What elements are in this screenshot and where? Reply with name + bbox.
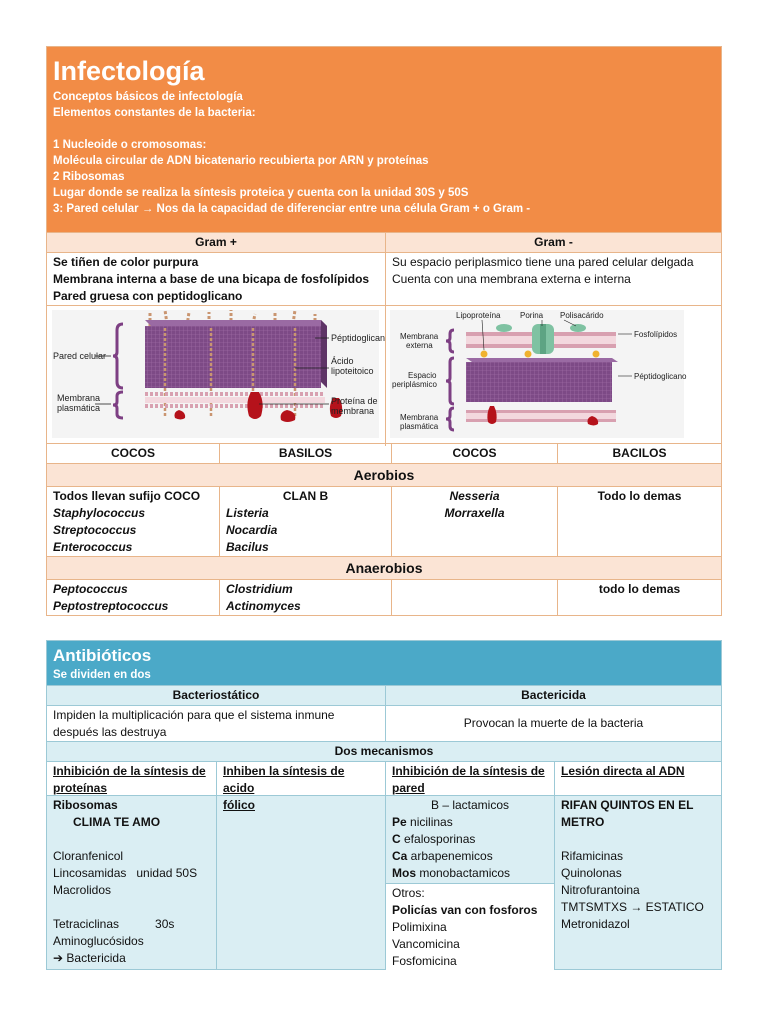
aerobios-row [47,486,721,556]
header-line: 2 Ribosomas [53,171,125,183]
aerobios-item: Nocardia [226,523,278,537]
label-polisacarido: Polisacárido [560,311,604,320]
label-de-membrana: membrana [331,406,375,416]
clima-te-amo: CLIMA TE AMO [73,815,161,829]
aerobios-item: Todos llevan sufijo COCO [53,489,201,503]
bacteriostatico-header: Bacteriostático [172,688,260,702]
mech-header-pared [385,762,554,795]
anaerobios-item: Peptococcus [53,582,128,596]
mechanism-content-row [47,795,721,969]
anaerobios-item: Clostridium [226,582,293,596]
label-externa: externa [406,341,433,350]
aerobios-title: Aerobios [353,467,415,483]
anaerobios-item: Peptostreptococcus [53,599,169,613]
antibioticos-subtitle: Se dividen en dos [53,669,151,681]
drug-item [53,865,210,882]
otros-item: Polimixina [392,920,447,934]
morph-basilos-pos: BASILOS [219,444,391,463]
label-porina: Porina [520,311,544,320]
adn-item: TMTSMTXS → ESTATICO [561,900,704,914]
label-membrana-pl: Membrana [400,413,439,422]
otros-item: Fosfomicina [392,954,457,968]
drug-item: Aminoglucósidos [53,934,144,948]
beta-rest: nicilinas [406,815,453,829]
beta-item [392,814,548,831]
adn-item: Nitrofurantoina [561,883,640,897]
col-adn [554,796,721,969]
antibio-type-row [47,705,721,741]
beta-item [392,848,548,865]
header-line: Molécula circular de ADN bicatenario recubierta por ARN y proteínas [53,155,429,167]
gram-header-row [47,232,721,252]
mech-header-line: pared [392,781,425,795]
label-fosfolipidos: Fosfolípidos [634,330,678,339]
label-plasmatica: plasmática [57,403,101,413]
anaerobios-cocos-neg [391,580,557,615]
beta-item [392,865,548,882]
betalactamicos-title: B – lactamicos [430,798,510,812]
gram-negative-line: Su espacio periplasmico tiene una pared celular delgada [392,255,694,269]
anaerobios-title: Anaerobios [345,560,423,576]
otros-title: Otros: [392,886,425,900]
bacteriostatico-line: después las destruya [53,725,167,739]
header-line: 1 Nucleoide o cromosomas: [53,139,207,151]
mech-header-line: Lesión directa al ADN [561,764,685,778]
gram-positive-description [47,253,385,305]
gram-positive-line: Membrana interna a base de una bicapa de fosfolípidos [53,272,370,286]
mech-header-proteinas [47,762,216,795]
aerobios-item: Morraxella [444,506,505,520]
infectologia-card [46,46,722,616]
drug-item [53,916,210,933]
gram-positive-diagram [47,306,385,446]
antibioticos-card [46,640,722,970]
drug-lincosamidas: Lincosamidas [53,866,127,880]
aerobios-item: CLAN B [282,489,329,503]
morph-cocos-neg: COCOS [391,444,557,463]
drug-tetraciclinas: Tetraciclinas [53,917,120,931]
gram-negative-diagram [385,306,721,446]
gram-negative-wall-illustration [386,306,722,443]
aerobios-cocos-neg [391,487,557,556]
rifan-line: RIFAN QUINTOS EN EL [561,798,694,812]
adn-item: Quinolonas [561,866,622,880]
label-plasmatica-neg: plasmática [400,422,439,431]
aerobios-item: Todo lo demas [597,489,682,503]
gram-negative-header: Gram - [385,233,721,252]
mech-header-line: Inhibición de la síntesis de [392,764,545,778]
aerobios-cocos-pos [47,487,219,556]
antibioticos-title: Antibióticos [53,646,152,665]
betalactamicos-block [386,796,554,884]
antibioticos-header [47,641,721,685]
header-line: Elementos constantes de la bacteria: [53,107,256,119]
label-membrana: Membrana [57,393,101,403]
mech-header-line: proteínas [53,781,108,795]
mech-header-adn [554,762,721,795]
bactericida-description: Provocan la muerte de la bacteria [385,706,721,741]
label-proteina: Proteína de [331,396,378,406]
label-acido: Ácido [331,356,354,366]
mech-header-line: Inhiben la síntesis de acido [223,764,345,795]
aerobios-item: Staphylococcus [53,506,146,520]
mech-header-line: fólico [223,798,255,812]
dos-mecanismos-row [47,741,721,761]
beta-rest: arbapenemicos [407,849,493,863]
label-pared-celular: Pared celular [53,351,107,361]
infectologia-header [47,47,721,232]
col-acido-folico [216,796,385,969]
gram-positive-wall-illustration [47,306,385,443]
beta-item [392,831,548,848]
anaerobios-cocos-pos [47,580,219,615]
beta-rest: monobactamicos [416,866,511,880]
aerobios-item: Bacilus [226,540,269,554]
label-lipoteitoico: lipoteitoico [331,366,374,376]
otros-block [386,884,554,971]
header-line: Lugar donde se realiza la síntesis proteica y cuenta con la unidad 30S y 50S [53,187,469,199]
beta-prefix: Mos [392,866,416,880]
morph-cocos-pos: COCOS [110,446,155,460]
beta-prefix: C [392,832,401,846]
policias: Policías van con fosforos [392,903,538,917]
infectologia-title: Infectología [53,56,205,86]
aerobios-title-row [47,463,721,486]
gram-positive-header: Gram + [195,235,237,249]
anaerobios-title-row [47,556,721,579]
header-line: Conceptos básicos de infectología [53,91,243,103]
anaerobios-bacilos-neg [557,580,721,615]
adn-item: Metronidazol [561,917,630,931]
anaerobios-row [47,579,721,615]
antibio-type-header-row [47,685,721,705]
morph-bacilos-neg: BACILOS [557,444,721,463]
label-periplasmico: periplásmico [392,380,437,389]
dos-mecanismos: Dos mecanismos [334,744,434,758]
ribosomas: Ribosomas [53,798,118,812]
anaerobios-bacilos-pos [219,580,391,615]
gram-description-row [47,252,721,305]
mech-header-acido-folico [216,762,385,812]
gram-negative-line: Cuenta con una membrana externa e interna [392,272,631,286]
label-peptidoglicano: Péptidoglicano [331,333,385,343]
bactericida-header: Bactericida [385,686,721,705]
unit-50s: unidad 50S [136,866,198,880]
label-espacio: Espacio [408,371,437,380]
drug-item: Macrolidos [53,883,112,897]
adn-item: Rifamicinas [561,849,624,863]
label-peptidoglicano-neg: Péptidoglicano [634,372,687,381]
rifan-line: METRO [561,815,605,829]
aerobios-item: Enterococcus [53,540,133,554]
bacteriostatico-description [47,706,385,741]
gram-diagram-row [47,305,721,443]
gram-positive-line: Pared gruesa con peptidoglicano [53,289,243,303]
header-line: 3: Pared celular → Nos da la capacidad de diferenciar entre una célula Gram + o Gram - [53,203,531,215]
gram-negative-description [385,253,721,305]
anaerobios-item: todo lo demas [598,582,681,596]
gram-positive-line: Se tiñen de color purpura [53,255,199,269]
drug-item: Cloranfenicol [53,849,124,863]
unit-30s: 30s [155,917,175,931]
bactericida-note: ➔ Bactericida [53,951,126,965]
bacteriostatico-line: Impiden la multiplicación para que el sistema inmune [53,708,335,722]
aerobios-bacilos-pos [219,487,391,556]
aerobios-item: Listeria [226,506,269,520]
label-membrana-ext: Membrana [400,332,439,341]
beta-prefix: Pe [392,815,407,829]
col-proteinas [47,796,216,969]
col-pared [385,796,554,969]
aerobios-item: Nesseria [449,489,500,503]
anaerobios-item: Actinomyces [226,599,301,613]
header-line [53,121,715,137]
beta-rest: efalosporinas [400,832,476,846]
otros-item: Vancomicina [392,937,460,951]
mech-header-line: Inhibición de la síntesis de [53,764,206,778]
label-lipoproteina: Lipoproteína [456,311,501,320]
aerobios-item: Streptococcus [53,523,137,537]
aerobios-bacilos-neg [557,487,721,556]
beta-prefix: Ca [392,849,408,863]
